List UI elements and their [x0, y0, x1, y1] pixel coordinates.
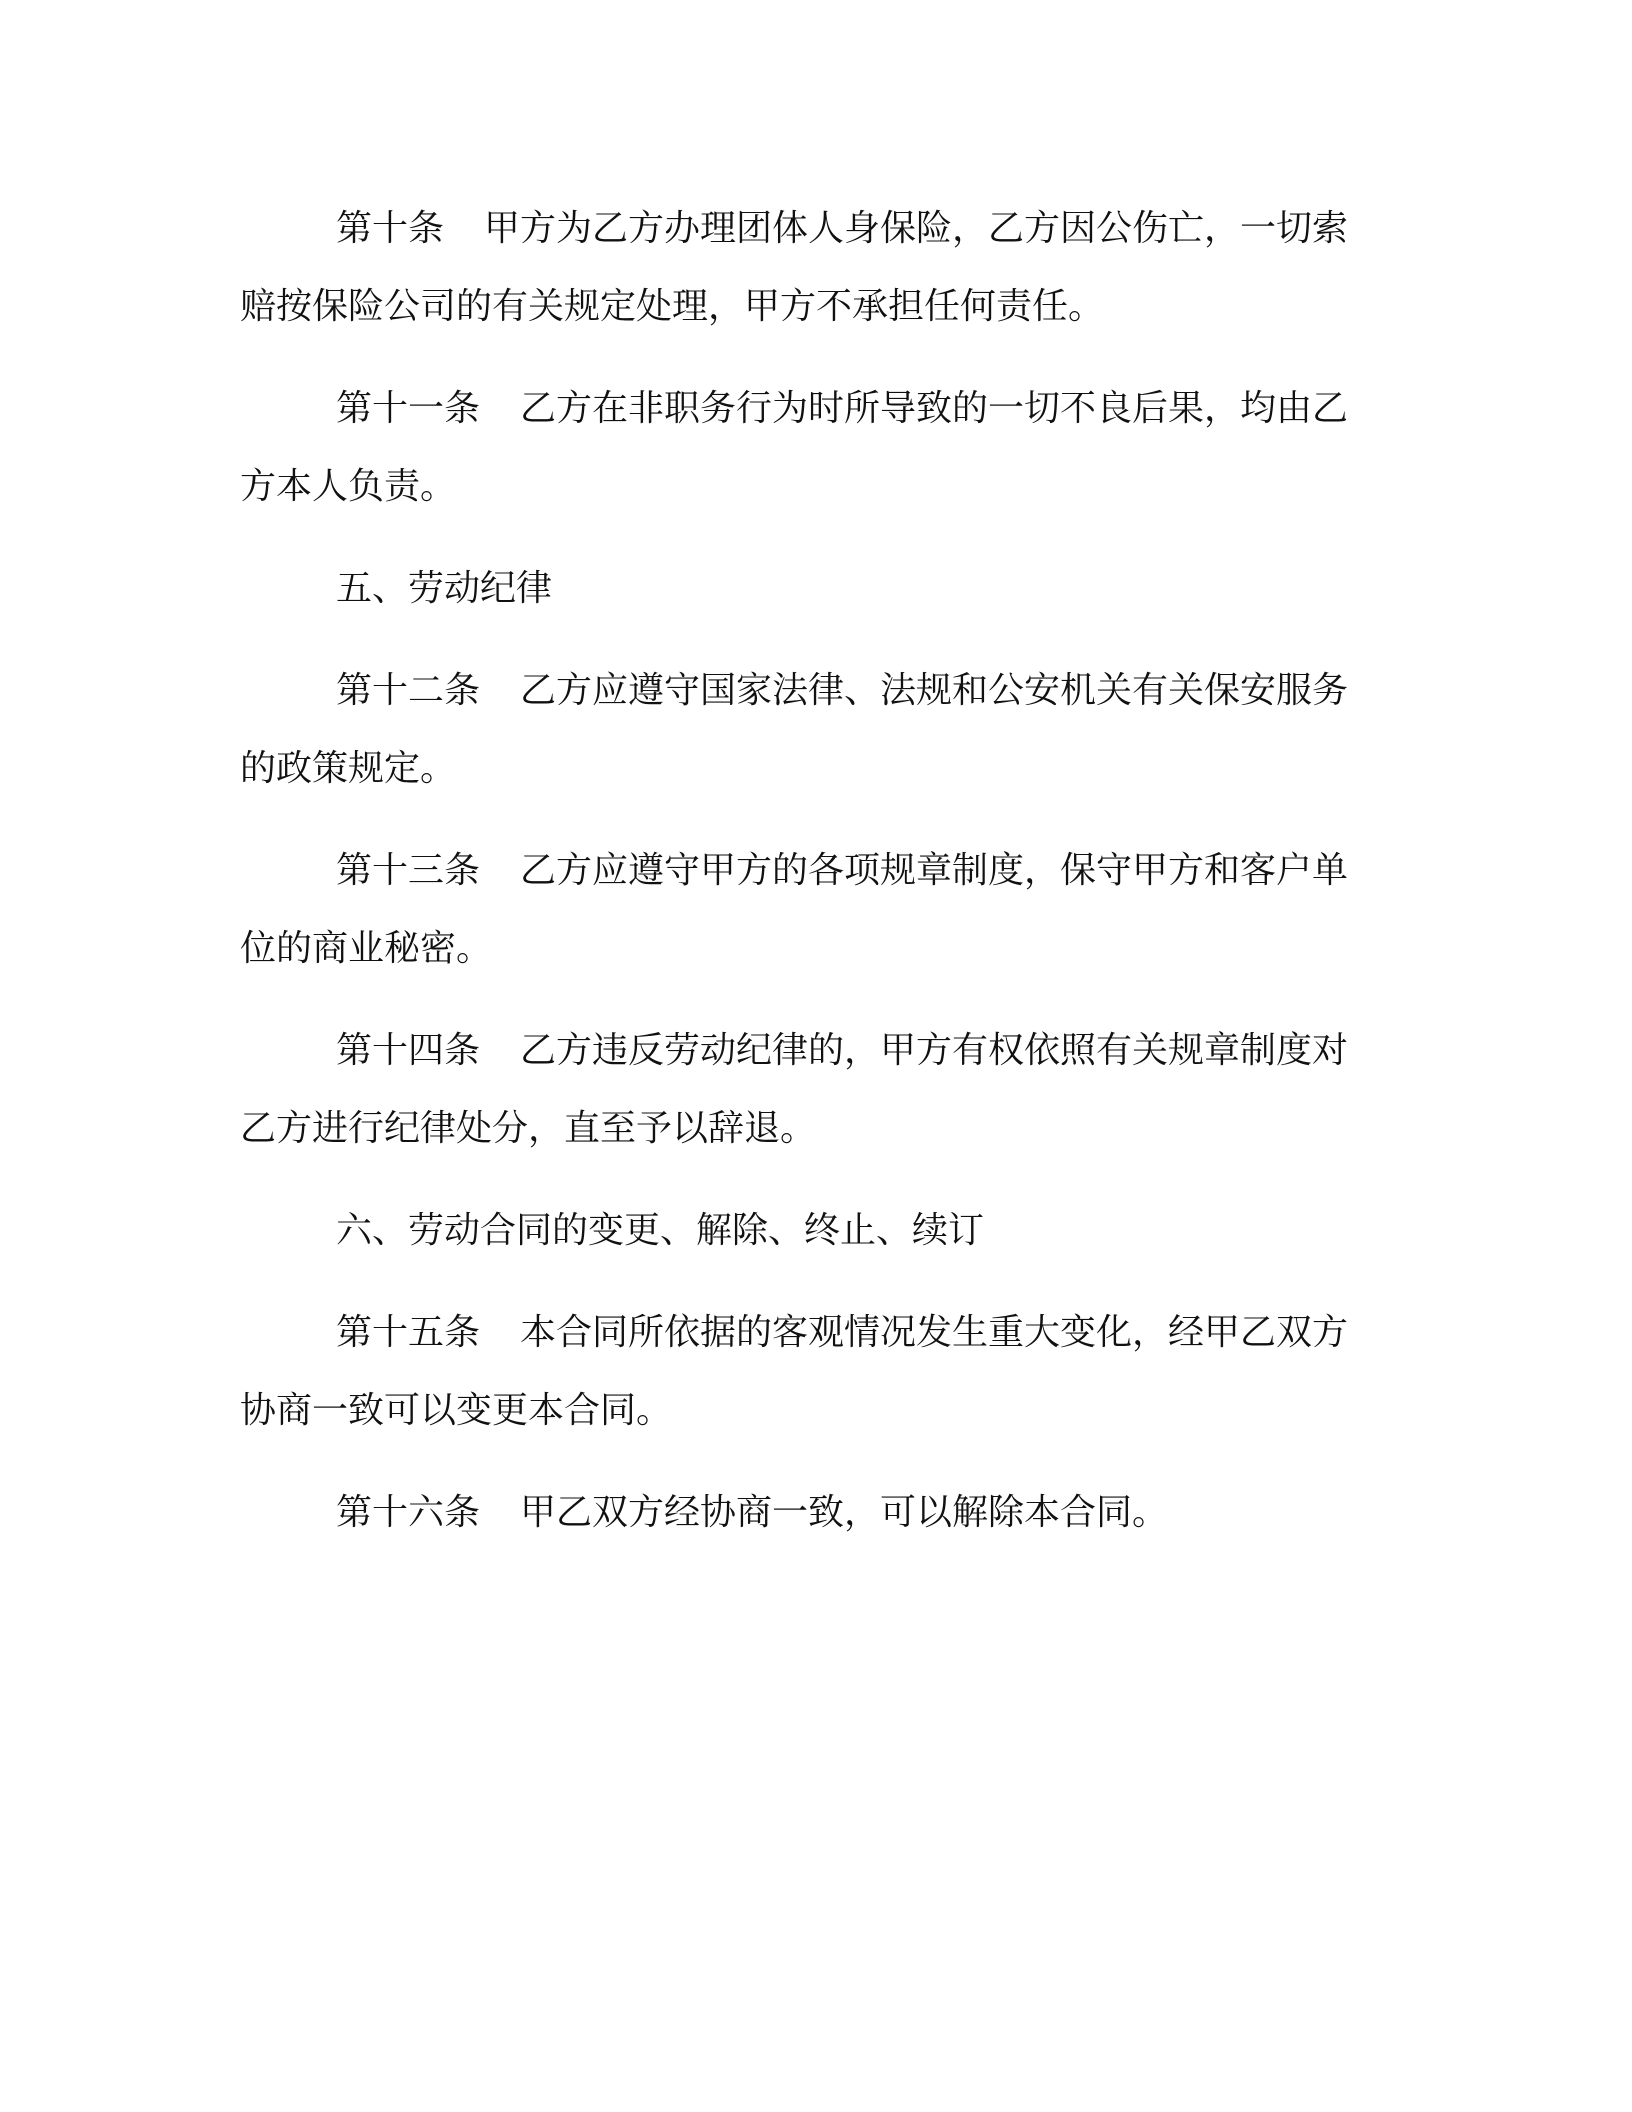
article-16 — [240, 1474, 1380, 1552]
article-10 — [240, 190, 1380, 346]
article-14 — [240, 1012, 1380, 1168]
section-heading-labor-discipline: 五、劳动纪律 — [336, 568, 553, 609]
document-body — [240, 190, 1380, 1576]
article-text: 乙方违反劳动纪律的，甲方有权依照有关规章制度对乙方进行纪律处分，直至予以辞退。 — [240, 1030, 1349, 1149]
article-number: 第十一条 — [336, 388, 481, 429]
article-number: 第十六条 — [336, 1492, 481, 1533]
article-text: 甲方为乙方办理团体人身保险，乙方因公伤亡，一切索赔按保险公司的有关规定处理，甲方不承担任何责任。 — [240, 208, 1349, 327]
article-text: 本合同所依据的客观情况发生重大变化，经甲乙双方协商一致可以变更本合同。 — [240, 1312, 1349, 1431]
article-number: 第十二条 — [336, 670, 481, 711]
article-15 — [240, 1294, 1380, 1450]
article-number: 第十四条 — [336, 1030, 481, 1071]
article-number: 第十三条 — [336, 850, 481, 891]
article-text: 乙方应遵守国家法律、法规和公安机关有关保安服务的政策规定。 — [240, 670, 1349, 789]
article-13 — [240, 832, 1380, 988]
article-number: 第十条 — [336, 208, 445, 249]
article-text: 甲乙双方经协商一致，可以解除本合同。 — [520, 1492, 1169, 1533]
section-heading-contract-changes: 六、劳动合同的变更、解除、终止、续订 — [336, 1210, 985, 1251]
article-text: 乙方应遵守甲方的各项规章制度，保守甲方和客户单位的商业秘密。 — [240, 850, 1349, 969]
article-12 — [240, 652, 1380, 808]
article-number: 第十五条 — [336, 1312, 481, 1353]
article-text: 乙方在非职务行为时所导致的一切不良后果，均由乙方本人负责。 — [240, 388, 1349, 507]
article-11 — [240, 370, 1380, 526]
